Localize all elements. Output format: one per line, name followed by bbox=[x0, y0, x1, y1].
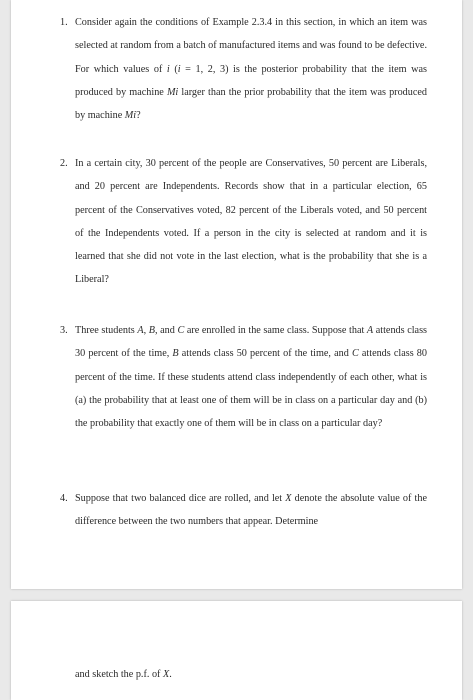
problem-text bbox=[75, 17, 427, 121]
text-run: = 1, 2, 3) is the posterior probability that the item was produced by machine bbox=[75, 63, 427, 98]
document-page-2 bbox=[11, 601, 462, 700]
math-var: i bbox=[166, 63, 170, 75]
text-run: Three students bbox=[75, 325, 138, 336]
text-run: . bbox=[169, 669, 172, 680]
problem-4 bbox=[60, 487, 428, 534]
problem-number: 2. bbox=[60, 158, 68, 169]
math-var: C bbox=[177, 325, 185, 336]
text-run: Suppose that two balanced dice are rolled, and let bbox=[75, 493, 286, 504]
problem-text bbox=[75, 325, 427, 429]
text-run: and sketch the p.f. of bbox=[75, 669, 163, 680]
text-run: , and bbox=[154, 325, 178, 336]
math-var: A bbox=[366, 325, 374, 336]
problem-3 bbox=[60, 319, 427, 435]
problem-number: 3. bbox=[60, 325, 68, 336]
text-run: ? bbox=[136, 110, 141, 122]
math-var: C bbox=[351, 348, 359, 360]
math-var: i bbox=[177, 63, 181, 75]
text-run: , bbox=[143, 325, 149, 336]
problem-2 bbox=[60, 152, 427, 292]
document-page-1 bbox=[11, 0, 462, 589]
math-var: X bbox=[285, 493, 292, 504]
problem-text bbox=[75, 493, 427, 527]
math-var: Mi bbox=[166, 86, 179, 98]
math-var: A bbox=[137, 325, 144, 336]
text-run: ( bbox=[169, 63, 178, 75]
text-run: denote the absolute value of the difference between the two numbers that appear. Determine bbox=[75, 493, 428, 528]
text-run: attends class 80 percent of the time. If these students attend class independently of each other, what is (a) the probability that at least one of them will be in class on a particular day and (b) the probability that exactly one of them will be in class on a particular day? bbox=[75, 348, 427, 430]
problem-text: In a certain city, 30 percent of the people are Conservatives, 50 percent are Liberals, and 20 percent are Independents. Records show that in a particular election, 65 percent of the Conservatives voted, 82 percent of the Liberals voted, and 50 percent of the Independents voted. If a person in the city is selected at random and it is learned that she did not vote in the last election, what is the probability that she is a Liberal? bbox=[75, 158, 427, 286]
problem-4-continuation bbox=[75, 663, 172, 686]
text-run: are enrolled in the same class. Suppose that bbox=[184, 325, 367, 336]
math-var: B bbox=[172, 348, 179, 360]
problem-number: 1. bbox=[60, 17, 68, 28]
text-run: larger than the prior probability that the item was produced by machine bbox=[75, 86, 427, 122]
text-run: attends class 50 percent of the time, and bbox=[178, 348, 352, 360]
text-run: Consider again the conditions of Example 2.3.4 in this section, in which an item was selected at random from a batch of manufactured items and was found to be defective. For which values of bbox=[75, 17, 427, 75]
problem-1 bbox=[60, 11, 427, 127]
problem-number: 4. bbox=[60, 493, 68, 504]
math-var: B bbox=[148, 325, 155, 336]
math-var: Mi bbox=[124, 110, 137, 122]
text-run: attends class 30 percent of the time, bbox=[75, 325, 427, 360]
math-var: X bbox=[162, 669, 170, 680]
